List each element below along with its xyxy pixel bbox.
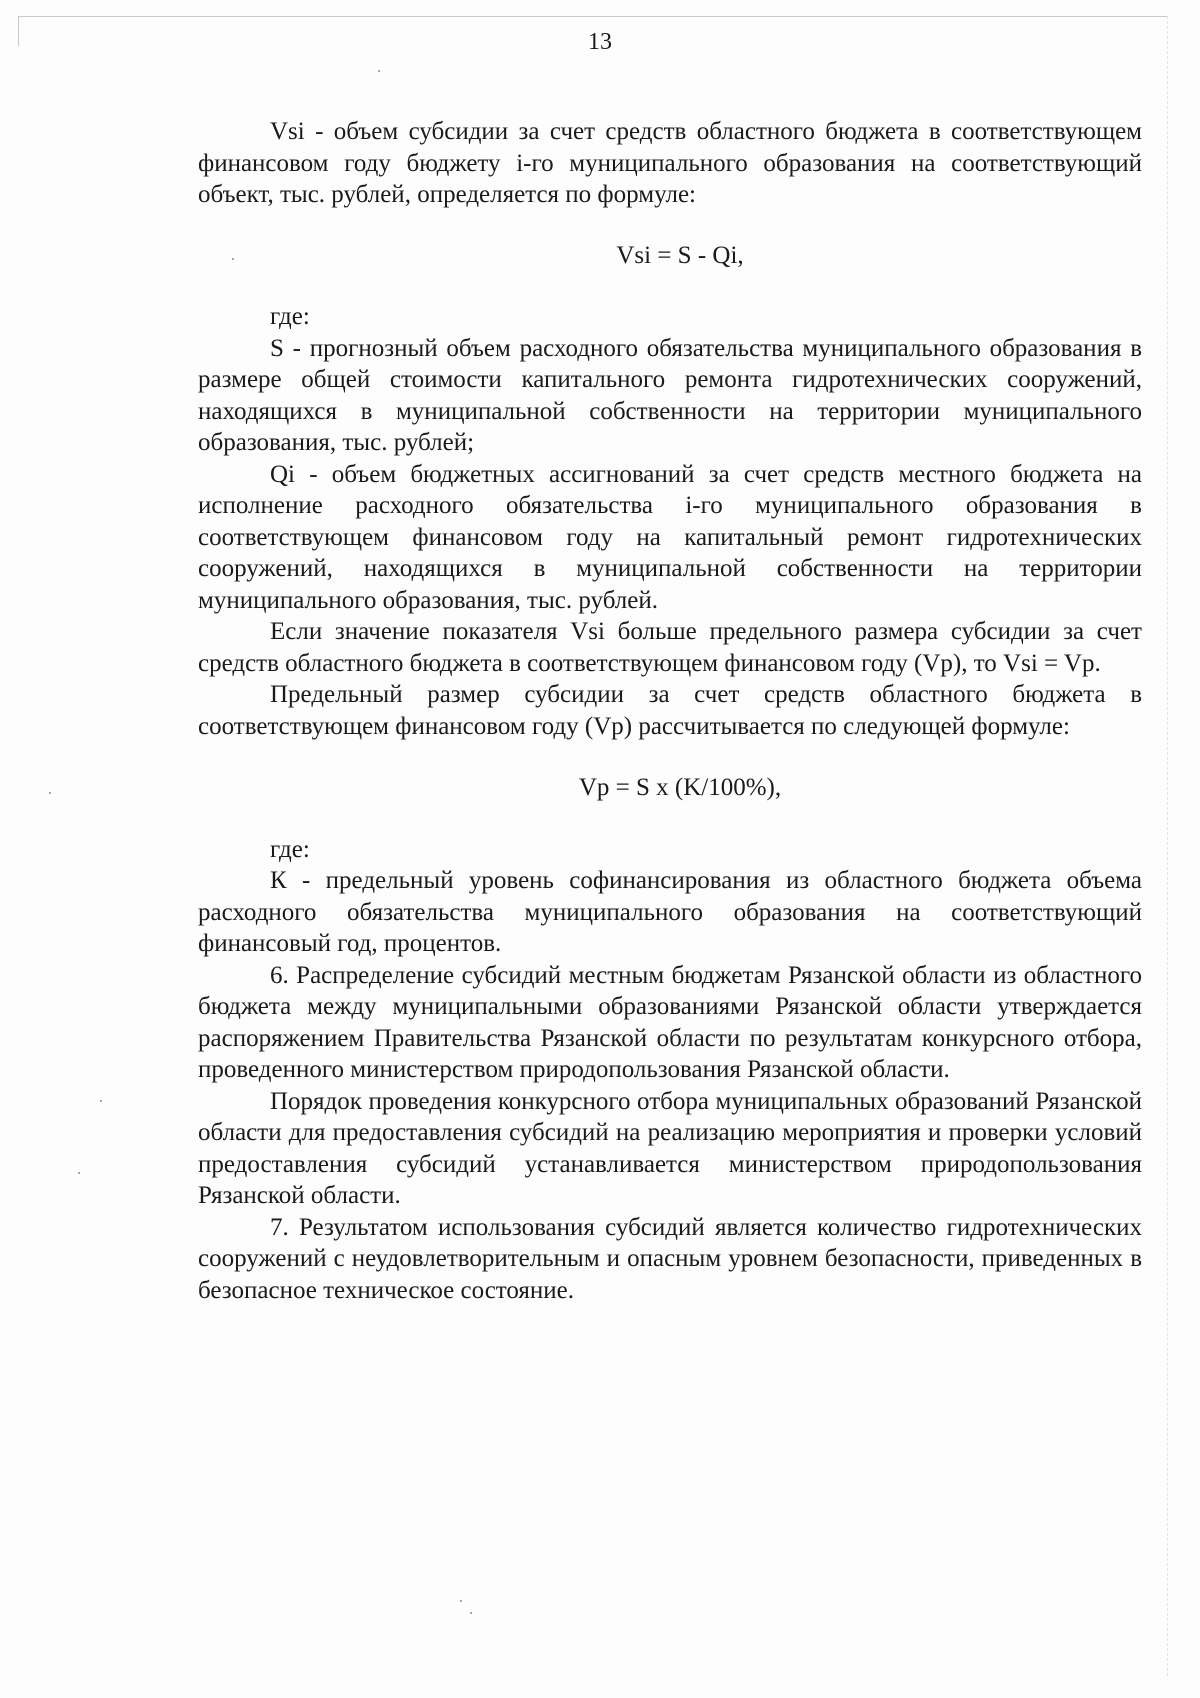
formula-vsi: Vsi = S - Qi, [616, 241, 744, 269]
paragraph-selection-procedure: Порядок проведения конкурсного отбора муниципальных образований Рязанской области для предоставления субсидий на реализацию мероприятия и проверки условий предоставления субсидий устанавливается министерством природопользования Рязанской области. [198, 1087, 1142, 1209]
scan-speck [78, 1172, 80, 1174]
document-body [198, 116, 1142, 1306]
paragraph-section-6: 6. Распределение субсидий местным бюджетам Рязанской области из областного бюджета между муниципальными образованиями Рязанской области утверждается распоряжением Правительства Рязанской области по результатам конкурсного отбора, проведенного министерством природопользования Рязанской области. [198, 961, 1142, 1083]
scan-border-right [1167, 16, 1168, 1676]
where-label: где: [270, 303, 310, 330]
paragraph-qi-definition: Qi - объем бюджетных ассигнований за счет средств местного бюджета на исполнение расходного обязательства i-го муниципального образования в соответствующем финансовом году на капитальный ремонт гидротехнических сооружений, находящихся в муниципальной собственности на территории муниципального образования, тыс. рублей. [198, 460, 1142, 614]
paragraph-vsi-limit: Если значение показателя Vsi больше предельного размера субсидии за счет средств областного бюджета в соответствующем финансовом году (Vp), то Vsi = Vp. [198, 618, 1142, 677]
paragraph-k-definition: К - предельный уровень софинансирования из областного бюджета объема расходного обязательства муниципального образования на соответствующий финансовый год, процентов. [198, 867, 1142, 957]
scan-speck [378, 70, 380, 72]
paragraph-vp-intro: Предельный размер субсидии за счет средств областного бюджета в соответствующем финансовом году (Vp) рассчитывается по следующей формуле: [198, 681, 1142, 740]
page-number: 13 [588, 29, 612, 55]
scan-speck [232, 258, 234, 260]
formula-vp: Vp = S x (K/100%), [578, 774, 782, 801]
paragraph-vsi-definition: Vsi - объем субсидии за счет средств областного бюджета в соответствующем финансовом году бюджету i-го муниципального образования на соответствующий объект, тыс. рублей, определяется по формуле: [198, 118, 1142, 208]
where-label: где: [270, 835, 310, 863]
paragraph-section-7: 7. Результатом использования субсидий является количество гидротехнических сооружений с неудовлетворительным и опасным уровнем безопасности, приведенных в безопасное техническое состояние. [198, 1213, 1142, 1304]
scan-border-top [18, 16, 1168, 17]
scan-speck [460, 1600, 462, 1602]
paragraph-s-definition: S - прогнозный объем расходного обязательства муниципального образования в размере общей стоимости капитального ремонта гидротехнических сооружений, находящихся в муниципальной собственности на территории муниципального образования, тыс. рублей; [198, 334, 1142, 456]
scan-speck [470, 1612, 472, 1614]
scan-speck [49, 792, 51, 794]
scan-speck [100, 1100, 102, 1102]
